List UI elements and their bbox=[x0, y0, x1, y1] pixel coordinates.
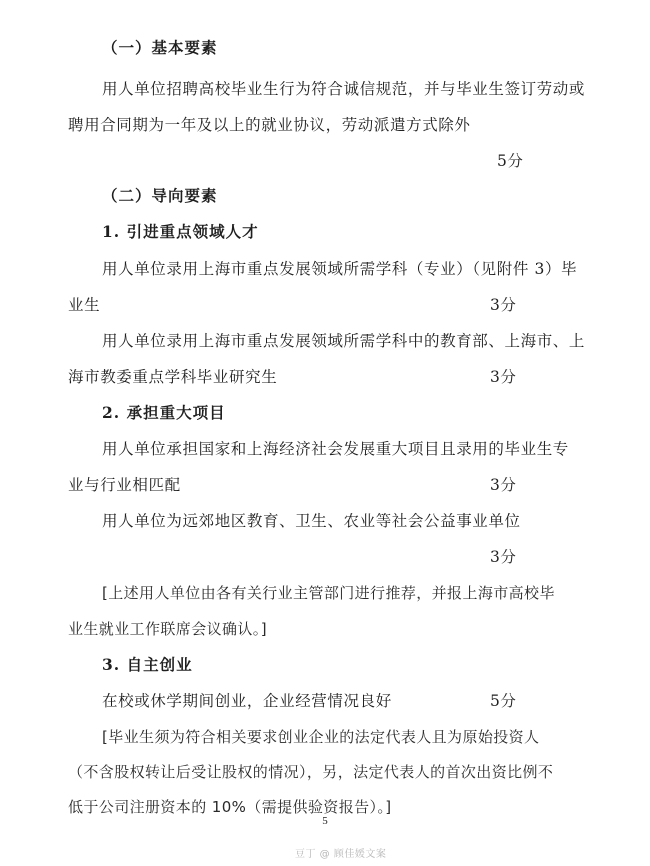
note-2-line-2: （不含股权转让后受让股权的情况），另，法定代表人的首次出资比例不 bbox=[68, 763, 554, 781]
subsection-3-heading: 3. 自主创业 bbox=[102, 655, 193, 674]
item-4-score: 3分 bbox=[490, 548, 517, 566]
item-3-score: 3分 bbox=[490, 476, 517, 494]
item-1-line-2: 业生 bbox=[68, 296, 101, 314]
item-5-score: 5分 bbox=[490, 692, 517, 710]
item-3-line-2: 业与行业相匹配 bbox=[68, 476, 181, 494]
note-1-line-2: 业生就业工作联席会议确认。] bbox=[68, 620, 267, 638]
basic-elements-heading: （一）基本要素 bbox=[102, 38, 218, 57]
item-1-line-1: 用人单位录用上海市重点发展领域所需学科（专业）（见附件 3）毕 bbox=[102, 260, 578, 278]
note-2-line-1: [毕业生须为符合相关要求创业企业的法定代表人且为原始投资人 bbox=[102, 728, 540, 746]
item-2-line-2: 海市教委重点学科毕业研究生 bbox=[68, 368, 278, 386]
guide-elements-heading: （二）导向要素 bbox=[102, 186, 218, 205]
item-4-line-1: 用人单位为远郊地区教育、卫生、农业等社会公益事业单位 bbox=[102, 512, 521, 530]
subsection-2-heading: 2. 承担重大项目 bbox=[102, 403, 226, 422]
basic-line-2: 聘用合同期为一年及以上的就业协议，劳动派遣方式除外 bbox=[68, 116, 471, 134]
watermark: 豆丁 @ 顾佳媛文案 bbox=[295, 849, 387, 860]
page-number: 5 bbox=[322, 815, 328, 827]
subsection-1-heading: 1. 引进重点领域人才 bbox=[102, 222, 259, 241]
note-2-line-3: 低于公司注册资本的 10%（需提供验资报告）。] bbox=[68, 798, 392, 816]
item-1-score: 3分 bbox=[490, 296, 517, 314]
basic-line-1: 用人单位招聘高校毕业生行为符合诚信规范，并与毕业生签订劳动或 bbox=[102, 80, 586, 98]
item-3-line-1: 用人单位承担国家和上海经济社会发展重大项目且录用的毕业生专 bbox=[102, 440, 569, 458]
item-5-line-1: 在校或休学期间创业，企业经营情况良好 bbox=[102, 692, 392, 710]
basic-score: 5分 bbox=[497, 152, 524, 170]
item-2-line-1: 用人单位录用上海市重点发展领域所需学科中的教育部、上海市、上 bbox=[102, 332, 586, 350]
note-1-line-1: [上述用人单位由各有关行业主管部门进行推荐，并报上海市高校毕 bbox=[102, 584, 555, 602]
item-2-score: 3分 bbox=[490, 368, 517, 386]
